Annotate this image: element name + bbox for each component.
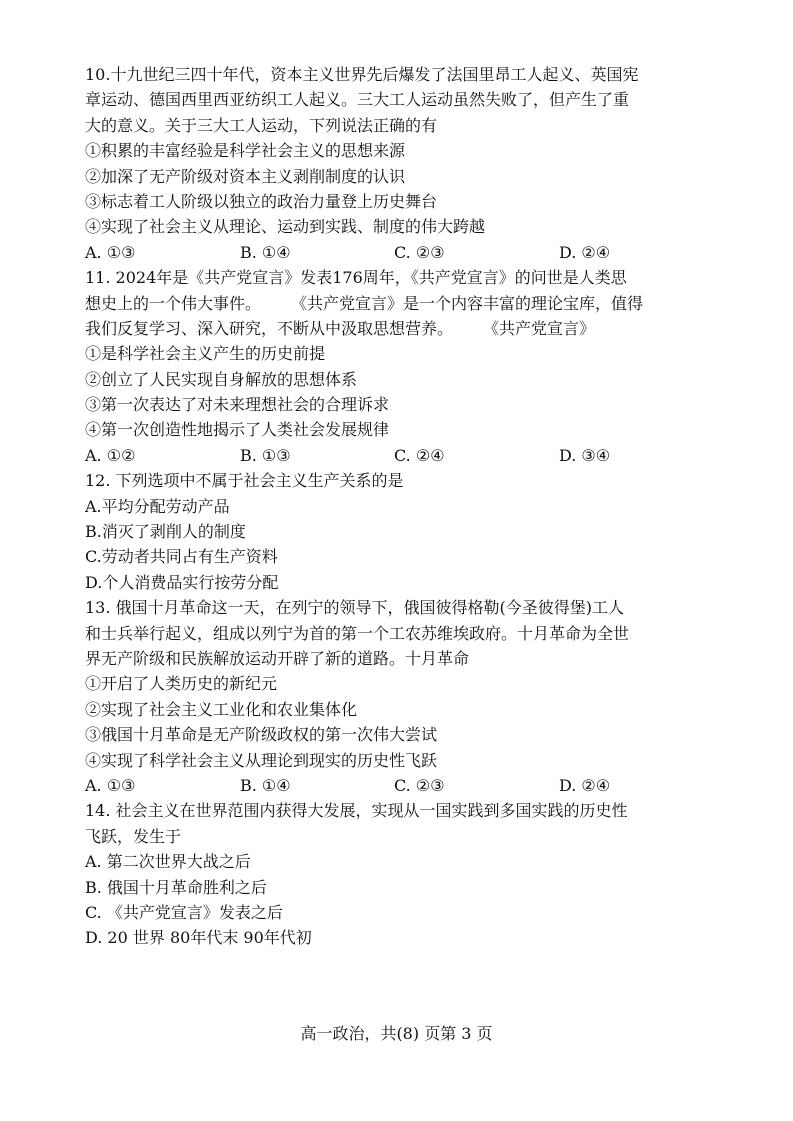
- choice-c: C. 《共产党宣言》发表之后: [85, 902, 283, 922]
- statement-item: ②实现了社会主义工业化和农业集体化: [85, 699, 358, 719]
- choice-b: B. 俄国十月革命胜利之后: [85, 877, 267, 897]
- stem-fragment: 《共产党宣言》: [483, 318, 596, 338]
- option-a: A. ①③: [85, 775, 136, 795]
- question-stem-line: [85, 291, 725, 316]
- question-stem-line: 14. 社会主义在世界范围内获得大发展，实现从一国实践到多国实践的历史性: [85, 801, 628, 821]
- option-d: D. ②④: [559, 242, 611, 262]
- choice-d: D.个人消费品实行按劳分配: [85, 572, 279, 592]
- question-12: [85, 468, 725, 595]
- choice-a: A.平均分配劳动产品: [85, 496, 230, 516]
- choice-c: C.劳动者共同占有生产资料: [85, 547, 278, 567]
- question-stem-line: 和士兵举行起义，组成以列宁为首的第一个工农苏维埃政府。十月革命为全世: [85, 623, 630, 643]
- option-c: C. ②③: [394, 242, 445, 262]
- statement-item: ①是科学社会主义产生的历史前提: [85, 344, 326, 364]
- question-10: [85, 62, 725, 265]
- question-stem-line: 飞跃，发生于: [85, 826, 182, 846]
- statement-item: ③第一次表达了对未来理想社会的合理诉求: [85, 395, 390, 415]
- question-stem-line: 界无产阶级和民族解放运动开辟了新的道路。十月革命: [85, 648, 470, 668]
- exam-page: [85, 62, 725, 951]
- option-c: C. ②③: [394, 775, 445, 795]
- question-13: [85, 595, 725, 798]
- option-a: A. ①③: [85, 242, 136, 262]
- choice-b: B.消灭了剥削人的制度: [85, 522, 246, 542]
- statement-item: ②加深了无产阶级对资本主义剥削制度的认识: [85, 166, 406, 186]
- question-stem-line: 11. 2024年是《共产党宣言》发表176周年，《共产党宣言》的问世是人类思: [85, 268, 627, 288]
- choice-a: A. 第二次世界大战之后: [85, 852, 251, 872]
- option-d: D. ③④: [559, 445, 611, 465]
- option-b: B. ①④: [240, 242, 291, 262]
- option-b: B. ①③: [240, 445, 291, 465]
- stem-fragment: 《共产党宣言》是一个内容丰富的理论宝库，值得: [291, 293, 644, 313]
- option-d: D. ②④: [559, 775, 611, 795]
- answer-options: [85, 773, 725, 798]
- question-stem-line: 大的意义。关于三大工人运动，下列说法正确的有: [85, 115, 438, 135]
- statement-item: ③俄国十月革命是无产阶级政权的第一次伟大尝试: [85, 725, 438, 745]
- statement-item: ①积累的丰富经验是科学社会主义的思想来源: [85, 141, 406, 161]
- choice-d: D. 20 世界 80年代末 90年代初: [85, 928, 312, 948]
- stem-fragment: 我们反复学习、深入研究，不断从中汲取思想营养。: [85, 318, 454, 338]
- option-b: B. ①④: [240, 775, 291, 795]
- question-stem-line: 章运动、德国西里西亚纺织工人起义。三大工人运动虽然失败了，但产生了重: [85, 90, 630, 110]
- answer-options: [85, 240, 725, 265]
- stem-fragment: 想史上的一个伟大事件。: [85, 293, 262, 313]
- question-stem-line: [85, 316, 725, 341]
- question-stem-line: 13. 俄国十月革命这一天，在列宁的领导下，俄国彼得格勒(今圣彼得堡)工人: [85, 598, 625, 618]
- option-a: A. ①②: [85, 445, 136, 465]
- statement-item: ④实现了社会主义从理论、运动到实践、制度的伟大跨越: [85, 217, 486, 237]
- question-stem-line: 12. 下列选项中不属于社会主义生产关系的是: [85, 471, 404, 491]
- statement-item: ③标志着工人阶级以独立的政治力量登上历史舞台: [85, 191, 438, 211]
- statement-item: ①开启了人类历史的新纪元: [85, 674, 278, 694]
- question-14: [85, 798, 725, 950]
- option-c: C. ②④: [394, 445, 445, 465]
- page-footer: 高一政治，共(8) 页第 3 页: [300, 1024, 493, 1043]
- question-11: [85, 265, 725, 468]
- statement-item: ④实现了科学社会主义从理论到现实的历史性飞跃: [85, 750, 438, 770]
- answer-options: [85, 443, 725, 468]
- statement-item: ②创立了人民实现自身解放的思想体系: [85, 369, 358, 389]
- statement-item: ④第一次创造性地揭示了人类社会发展规律: [85, 420, 390, 440]
- question-stem-line: 10.十九世纪三四十年代，资本主义世界先后爆发了法国里昂工人起义、英国宪: [85, 65, 639, 84]
